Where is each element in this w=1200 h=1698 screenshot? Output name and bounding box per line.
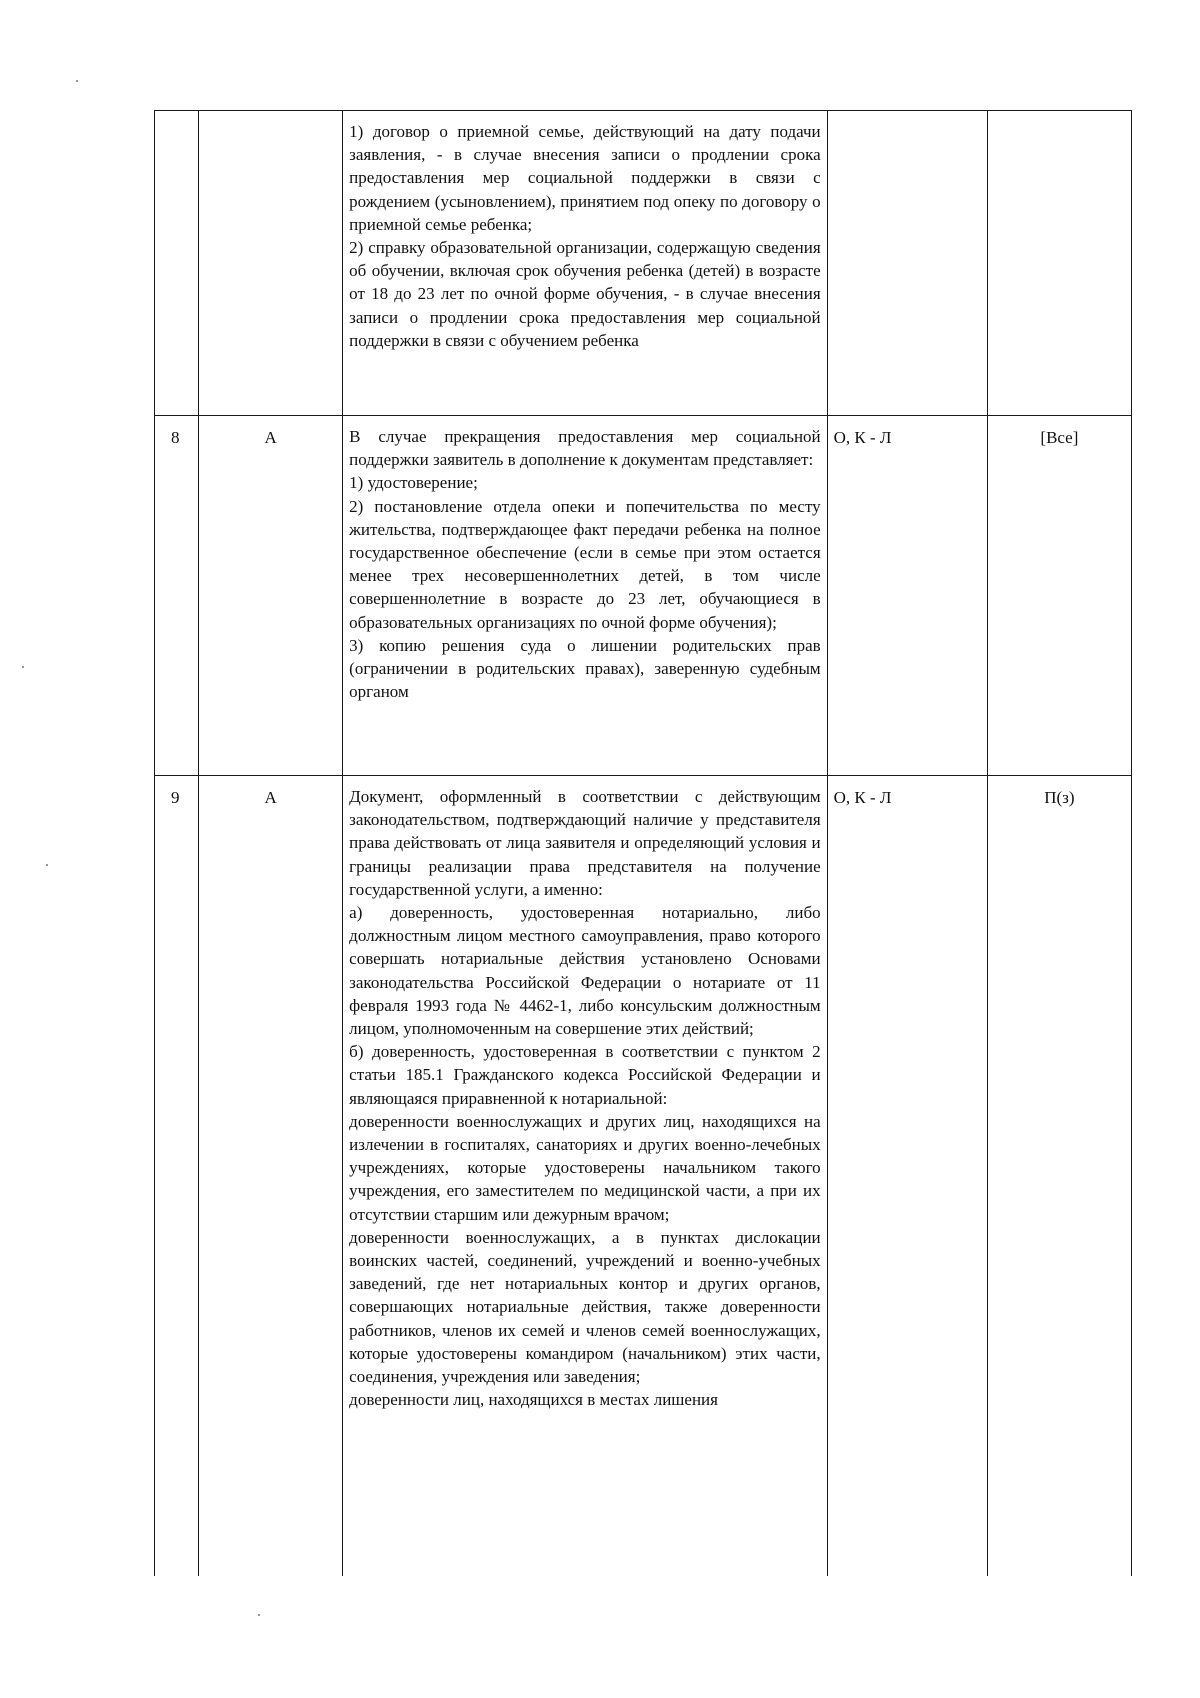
row-number: 8 [155,416,199,776]
row-applicant [987,111,1131,416]
paragraph: доверенности военнослужащих и других лиц, находящихся на излечении в госпиталях, санаториях и других военно-лечебных учреждениях, которые удостоверены начальником такого учреждения, его заместителем по медицинской части, а при их отсутствии старшим или дежурным врачом; [349,1111,821,1224]
scan-speck [76,80,78,82]
paragraph: 1) договор о приемной семье, действующий на дату подачи заявления, - в случае внесения записи о продлении срока предоставления мер социальной поддержки в связи с рождением (усыновлением), принятием под опеку по договору о приемной семье ребенка; [349,122,821,234]
row-application-type: О, К - Л [827,776,987,1576]
row-category: А [199,776,343,1576]
table-row [155,111,1132,416]
document-table [154,110,1132,1576]
row-number: 9 [155,776,199,1576]
row-description [343,111,827,416]
scan-speck [22,666,24,668]
row-description [343,776,827,1576]
paragraph: 1) удостоверение; [349,473,478,493]
paragraph: Документ, оформленный в соответствии с действующим законодательством, подтверждающий наличие у представителя права действовать от лица заявителя и определяющий условия и границы реализации права представителя на получение государственной услуги, а именно: [349,787,821,899]
table-row [155,416,1132,776]
paragraph: В случае прекращения предоставления мер социальной поддержки заявитель в дополнение к документам представляет: [349,427,821,470]
row-number [155,111,199,416]
scan-speck [46,864,48,866]
paragraph: доверенности лиц, находящихся в местах лишения [349,1390,718,1410]
paragraph: 3) копию решения суда о лишении родительских прав (ограничении в родительских правах), заверенную судебным органом [349,635,821,702]
paragraph: а) доверенность, удостоверенная нотариально, либо должностным лицом местного самоуправления, право которого совершать нотариальные действия установлено Основами законодательства Российской Федерации о нотариате от 11 февраля 1993 года № 4462-1, либо консульским должностным лицом, уполномоченным на совершение этих действий; [349,903,821,1039]
row-application-type [827,111,987,416]
paragraph: 2) постановление отдела опеки и попечительства по месту жительства, подтверждающее факт передачи ребенка на полное государственное обеспечение (если в семье при этом остается менее трех несовершеннолетних детей, в том числе совершеннолетние в возрасте до 23 лет, обучающиеся в образовательных организациях по очной форме обучения); [349,496,821,632]
paragraph: доверенности военнослужащих, а в пунктах дислокации воинских частей, соединений, учреждений и военно-учебных заведений, где нет нотариальных контор и других органов, совершающих нотариальные действия, также доверенности работников, членов их семей и членов семей военнослужащих, которые удостоверены командиром (начальником) этих части, соединения, учреждения или заведения; [349,1227,821,1387]
row-category [199,111,343,416]
row-applicant: [Все] [987,416,1131,776]
scan-speck [258,1614,260,1616]
row-applicant: П(з) [987,776,1131,1576]
row-category: А [199,416,343,776]
table-row [155,776,1132,1576]
paragraph: 2) справку образовательной организации, содержащую сведения об обучении, включая срок обучения ребенка (детей) в возрасте от 18 до 23 лет по очной форме обучения, - в случае внесения записи о продлении срока предоставления мер социальной поддержки в связи с обучением ребенка [349,238,821,350]
paragraph: б) доверенность, удостоверенная в соответствии с пунктом 2 статьи 185.1 Гражданского кодекса Российской Федерации и являющаяся приравненной к нотариальной: [349,1042,821,1108]
row-description [343,416,827,776]
row-application-type: О, К - Л [827,416,987,776]
